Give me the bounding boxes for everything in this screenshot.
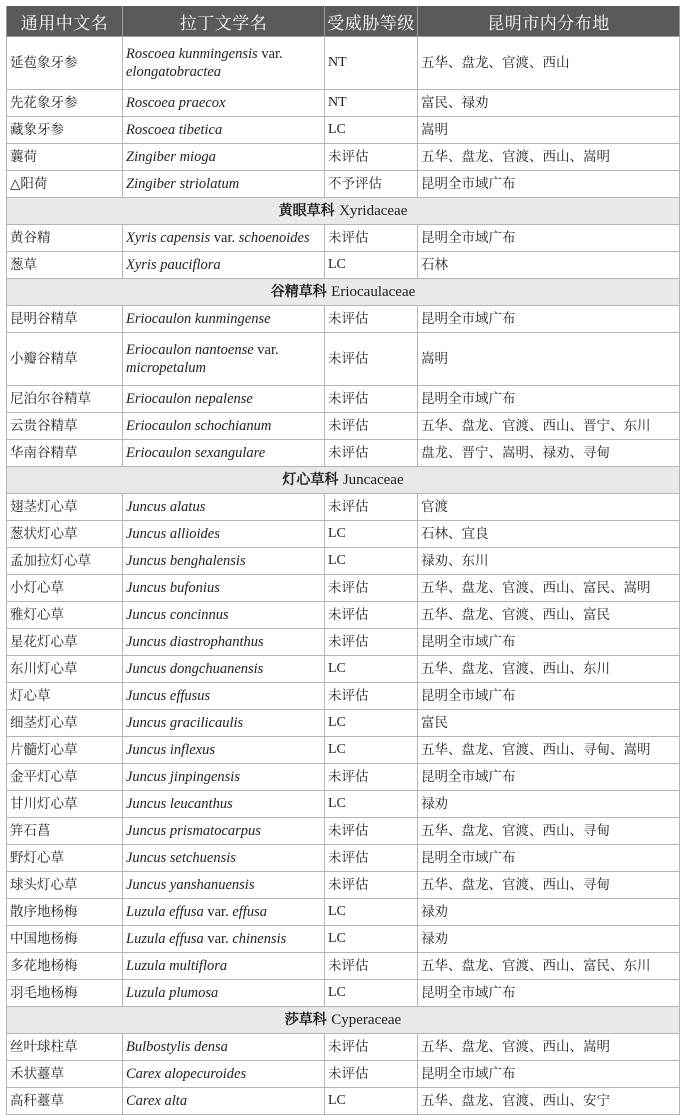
- chinese-name-cell: 藏象牙参: [7, 117, 123, 144]
- threat-level-cell: 未评估: [325, 953, 418, 980]
- distribution-cell: 禄劝: [418, 926, 680, 953]
- family-latin-name: Juncaceae: [342, 472, 404, 488]
- latin-name-italic: Juncus prismatocarpus: [126, 823, 261, 839]
- threat-level-cell: LC: [325, 117, 418, 144]
- table-row: [7, 926, 680, 953]
- table-row: [7, 953, 680, 980]
- latin-name-italic: Juncus inflexus: [126, 742, 215, 758]
- latin-name-cell: [123, 171, 325, 198]
- threat-level-cell: 未评估: [325, 413, 418, 440]
- table-row: [7, 683, 680, 710]
- distribution-cell: 五华、盘龙、官渡、西山: [418, 37, 680, 90]
- latin-name-italic: Luzula multiflora: [126, 958, 228, 974]
- latin-name-italic: effusa: [232, 904, 267, 920]
- distribution-cell: 盘龙、晋宁、嵩明、禄劝、寻甸: [418, 440, 680, 467]
- latin-name-italic: Eriocaulon sexangulare: [126, 445, 266, 461]
- table-row: [7, 225, 680, 252]
- distribution-cell: 五华、盘龙、官渡、西山、嵩明: [418, 1034, 680, 1061]
- threat-level-cell: 未评估: [325, 306, 418, 333]
- family-chinese-name: 莎草科: [284, 1012, 327, 1028]
- distribution-cell: 昆明全市域广布: [418, 306, 680, 333]
- table-row: [7, 872, 680, 899]
- chinese-name-cell: 甘川灯心草: [7, 791, 123, 818]
- latin-name-cell: [123, 252, 325, 279]
- table-row: [7, 575, 680, 602]
- latin-name-cell: [123, 1034, 325, 1061]
- table-row: [7, 1061, 680, 1088]
- distribution-cell: 五华、盘龙、官渡、西山、寻甸: [418, 818, 680, 845]
- chinese-name-cell: 翅茎灯心草: [7, 494, 123, 521]
- chinese-name-cell: 细茎灯心草: [7, 710, 123, 737]
- family-header-cell: [7, 198, 680, 225]
- latin-name-italic: Roscoea praecox: [126, 95, 226, 111]
- species-table: [6, 6, 680, 1115]
- table-row: [7, 845, 680, 872]
- chinese-name-cell: 葱草: [7, 252, 123, 279]
- latin-name-italic: Luzula effusa: [126, 931, 204, 947]
- threat-level-cell: LC: [325, 252, 418, 279]
- table-row: [7, 764, 680, 791]
- family-header-row: [7, 1007, 680, 1034]
- table-row: [7, 1088, 680, 1115]
- family-chinese-name: 灯心草科: [282, 472, 339, 488]
- distribution-cell: 官渡: [418, 494, 680, 521]
- latin-name-cell: [123, 521, 325, 548]
- table-row: [7, 710, 680, 737]
- latin-name-italic: Zingiber mioga: [126, 149, 216, 165]
- distribution-cell: 昆明全市域广布: [418, 629, 680, 656]
- table-row: [7, 117, 680, 144]
- table-row: [7, 602, 680, 629]
- latin-name-rank: var.: [257, 46, 283, 62]
- family-header-row: [7, 198, 680, 225]
- chinese-name-cell: 蘘荷: [7, 144, 123, 171]
- distribution-cell: 禄劝、东川: [418, 548, 680, 575]
- distribution-cell: 嵩明: [418, 117, 680, 144]
- chinese-name-cell: 孟加拉灯心草: [7, 548, 123, 575]
- distribution-cell: 昆明全市域广布: [418, 980, 680, 1007]
- table-row: [7, 629, 680, 656]
- family-chinese-name: 黄眼草科: [278, 203, 335, 219]
- threat-level-cell: LC: [325, 926, 418, 953]
- family-latin-name: Xyridaceae: [339, 203, 408, 219]
- table-row: [7, 90, 680, 117]
- threat-level-cell: 未评估: [325, 872, 418, 899]
- table-row: [7, 656, 680, 683]
- table-body: [7, 37, 680, 1115]
- table-header-row: [7, 6, 680, 37]
- table-row: [7, 1034, 680, 1061]
- chinese-name-cell: 球头灯心草: [7, 872, 123, 899]
- latin-name-cell: [123, 602, 325, 629]
- distribution-cell: 五华、盘龙、官渡、西山、东川: [418, 656, 680, 683]
- column-header-threat-level: 受威胁等级: [325, 6, 418, 37]
- distribution-cell: 禄劝: [418, 899, 680, 926]
- latin-name-italic: Luzula plumosa: [126, 985, 219, 1001]
- table-row: [7, 980, 680, 1007]
- threat-level-cell: LC: [325, 737, 418, 764]
- latin-name-italic: Zingiber striolatum: [126, 176, 240, 192]
- distribution-cell: 昆明全市域广布: [418, 225, 680, 252]
- threat-level-cell: LC: [325, 899, 418, 926]
- latin-name-cell: [123, 386, 325, 413]
- column-header-chinese-name: 通用中文名: [7, 6, 123, 37]
- table-row: [7, 37, 680, 90]
- latin-name-italic: Juncus jinpingensis: [126, 769, 240, 785]
- table-row: [7, 440, 680, 467]
- table-row: [7, 899, 680, 926]
- threat-level-cell: LC: [325, 521, 418, 548]
- chinese-name-cell: △阳荷: [7, 171, 123, 198]
- distribution-cell: 禄劝: [418, 791, 680, 818]
- distribution-cell: 昆明全市域广布: [418, 171, 680, 198]
- chinese-name-cell: 高秆薹草: [7, 1088, 123, 1115]
- chinese-name-cell: 星花灯心草: [7, 629, 123, 656]
- table-row: [7, 548, 680, 575]
- latin-name-italic: Juncus allioides: [126, 526, 220, 542]
- table-row: [7, 306, 680, 333]
- threat-level-cell: LC: [325, 548, 418, 575]
- chinese-name-cell: 笄石菖: [7, 818, 123, 845]
- latin-name-cell: [123, 737, 325, 764]
- threat-level-cell: 未评估: [325, 683, 418, 710]
- threat-level-cell: LC: [325, 1088, 418, 1115]
- chinese-name-cell: 金平灯心草: [7, 764, 123, 791]
- latin-name-cell: [123, 818, 325, 845]
- latin-name-italic: Xyris pauciflora: [126, 257, 221, 273]
- latin-name-rank: var.: [203, 904, 233, 920]
- latin-name-italic: Juncus bufonius: [126, 580, 220, 596]
- family-latin-name: Eriocaulaceae: [331, 284, 416, 300]
- threat-level-cell: LC: [325, 656, 418, 683]
- latin-name-italic: Xyris capensis: [126, 230, 211, 246]
- latin-name-cell: [123, 899, 325, 926]
- latin-name-cell: [123, 413, 325, 440]
- latin-name-italic: Carex alta: [126, 1093, 188, 1109]
- family-latin-name: Cyperaceae: [331, 1012, 402, 1028]
- latin-name-italic: Carex alopecuroides: [126, 1066, 247, 1082]
- distribution-cell: 五华、盘龙、官渡、西山、富民、嵩明: [418, 575, 680, 602]
- chinese-name-cell: 野灯心草: [7, 845, 123, 872]
- family-chinese-name: 谷精草科: [270, 284, 327, 300]
- species-table-container: [6, 6, 679, 1115]
- family-header-cell: [7, 279, 680, 306]
- threat-level-cell: LC: [325, 791, 418, 818]
- threat-level-cell: 未评估: [325, 575, 418, 602]
- threat-level-cell: 未评估: [325, 818, 418, 845]
- latin-name-cell: [123, 791, 325, 818]
- latin-name-cell: [123, 683, 325, 710]
- chinese-name-cell: 片髓灯心草: [7, 737, 123, 764]
- distribution-cell: 富民: [418, 710, 680, 737]
- distribution-cell: 五华、盘龙、官渡、西山、富民: [418, 602, 680, 629]
- latin-name-cell: [123, 953, 325, 980]
- chinese-name-cell: 丝叶球柱草: [7, 1034, 123, 1061]
- latin-name-cell: [123, 225, 325, 252]
- latin-name-cell: [123, 872, 325, 899]
- latin-name-rank: var.: [210, 230, 239, 246]
- family-header-row: [7, 279, 680, 306]
- table-row: [7, 737, 680, 764]
- threat-level-cell: 未评估: [325, 764, 418, 791]
- latin-name-cell: [123, 845, 325, 872]
- latin-name-cell: [123, 980, 325, 1007]
- latin-name-italic: Juncus diastrophanthus: [126, 634, 264, 650]
- latin-name-italic: Juncus effusus: [126, 688, 211, 704]
- latin-name-italic: Juncus benghalensis: [126, 553, 246, 569]
- distribution-cell: 五华、盘龙、官渡、西山、富民、东川: [418, 953, 680, 980]
- latin-name-cell: [123, 575, 325, 602]
- latin-name-cell: [123, 144, 325, 171]
- latin-name-cell: [123, 117, 325, 144]
- latin-name-cell: [123, 440, 325, 467]
- column-header-distribution: 昆明市内分布地: [418, 6, 680, 37]
- latin-name-cell: [123, 494, 325, 521]
- table-row: [7, 521, 680, 548]
- latin-name-italic: Juncus alatus: [126, 499, 206, 515]
- table-row: [7, 494, 680, 521]
- chinese-name-cell: 散序地杨梅: [7, 899, 123, 926]
- chinese-name-cell: 小灯心草: [7, 575, 123, 602]
- distribution-cell: 昆明全市域广布: [418, 845, 680, 872]
- latin-name-rank: var.: [253, 342, 279, 358]
- column-header-latin-name: 拉丁文学名: [123, 6, 325, 37]
- latin-name-italic: Juncus leucanthus: [126, 796, 233, 812]
- chinese-name-cell: 灯心草: [7, 683, 123, 710]
- latin-name-italic: Luzula effusa: [126, 904, 204, 920]
- latin-name-cell: [123, 710, 325, 737]
- table-row: [7, 386, 680, 413]
- latin-name-rank: var.: [203, 931, 233, 947]
- chinese-name-cell: 华南谷精草: [7, 440, 123, 467]
- latin-name-italic: Juncus concinnus: [126, 607, 229, 623]
- threat-level-cell: 未评估: [325, 440, 418, 467]
- threat-level-cell: 未评估: [325, 386, 418, 413]
- latin-name-cell: [123, 37, 325, 90]
- distribution-cell: 嵩明: [418, 333, 680, 386]
- family-header-cell: [7, 467, 680, 494]
- latin-name-italic: schoenoides: [238, 230, 310, 246]
- chinese-name-cell: 多花地杨梅: [7, 953, 123, 980]
- latin-name-italic: Juncus gracilicaulis: [126, 715, 244, 731]
- latin-name-cell: [123, 333, 325, 386]
- table-row: [7, 333, 680, 386]
- threat-level-cell: 未评估: [325, 602, 418, 629]
- latin-name-italic: elongatobractea: [126, 64, 222, 80]
- latin-name-italic: Juncus setchuensis: [126, 850, 236, 866]
- table-row: [7, 413, 680, 440]
- distribution-cell: 昆明全市域广布: [418, 764, 680, 791]
- distribution-cell: 昆明全市域广布: [418, 386, 680, 413]
- table-row: [7, 818, 680, 845]
- threat-level-cell: NT: [325, 90, 418, 117]
- chinese-name-cell: 先花象牙参: [7, 90, 123, 117]
- latin-name-italic: Juncus dongchuanensis: [126, 661, 264, 677]
- chinese-name-cell: 葱状灯心草: [7, 521, 123, 548]
- chinese-name-cell: 东川灯心草: [7, 656, 123, 683]
- distribution-cell: 石林、宜良: [418, 521, 680, 548]
- chinese-name-cell: 延苞象牙参: [7, 37, 123, 90]
- latin-name-italic: Roscoea tibetica: [126, 122, 223, 138]
- threat-level-cell: LC: [325, 980, 418, 1007]
- threat-level-cell: 不予评估: [325, 171, 418, 198]
- threat-level-cell: 未评估: [325, 494, 418, 521]
- distribution-cell: 五华、盘龙、官渡、西山、寻甸: [418, 872, 680, 899]
- threat-level-cell: 未评估: [325, 144, 418, 171]
- latin-name-cell: [123, 1061, 325, 1088]
- threat-level-cell: 未评估: [325, 225, 418, 252]
- chinese-name-cell: 黄谷精: [7, 225, 123, 252]
- chinese-name-cell: 昆明谷精草: [7, 306, 123, 333]
- latin-name-cell: [123, 656, 325, 683]
- threat-level-cell: 未评估: [325, 333, 418, 386]
- latin-name-cell: [123, 306, 325, 333]
- chinese-name-cell: 羽毛地杨梅: [7, 980, 123, 1007]
- chinese-name-cell: 禾状薹草: [7, 1061, 123, 1088]
- distribution-cell: 五华、盘龙、官渡、西山、安宁: [418, 1088, 680, 1115]
- chinese-name-cell: 雅灯心草: [7, 602, 123, 629]
- family-header-row: [7, 467, 680, 494]
- chinese-name-cell: 云贵谷精草: [7, 413, 123, 440]
- latin-name-italic: Eriocaulon nepalense: [126, 391, 253, 407]
- latin-name-italic: Eriocaulon kunmingense: [126, 311, 271, 327]
- latin-name-italic: Eriocaulon nantoense: [126, 342, 254, 358]
- latin-name-italic: chinensis: [232, 931, 287, 947]
- distribution-cell: 昆明全市域广布: [418, 1061, 680, 1088]
- chinese-name-cell: 小瓣谷精草: [7, 333, 123, 386]
- latin-name-italic: micropetalum: [126, 360, 207, 376]
- threat-level-cell: 未评估: [325, 629, 418, 656]
- chinese-name-cell: 中国地杨梅: [7, 926, 123, 953]
- threat-level-cell: 未评估: [325, 1034, 418, 1061]
- latin-name-italic: Bulbostylis densa: [126, 1039, 228, 1055]
- table-row: [7, 252, 680, 279]
- latin-name-italic: Eriocaulon schochianum: [126, 418, 272, 434]
- table-row: [7, 171, 680, 198]
- latin-name-italic: Roscoea kunmingensis: [126, 46, 258, 62]
- threat-level-cell: 未评估: [325, 1061, 418, 1088]
- threat-level-cell: LC: [325, 710, 418, 737]
- distribution-cell: 昆明全市域广布: [418, 683, 680, 710]
- family-header-cell: [7, 1007, 680, 1034]
- distribution-cell: 五华、盘龙、官渡、西山、晋宁、东川: [418, 413, 680, 440]
- latin-name-cell: [123, 629, 325, 656]
- latin-name-cell: [123, 548, 325, 575]
- threat-level-cell: 未评估: [325, 845, 418, 872]
- latin-name-italic: Juncus yanshanuensis: [126, 877, 255, 893]
- distribution-cell: 五华、盘龙、官渡、西山、嵩明: [418, 144, 680, 171]
- table-row: [7, 791, 680, 818]
- latin-name-cell: [123, 764, 325, 791]
- chinese-name-cell: 尼泊尔谷精草: [7, 386, 123, 413]
- latin-name-cell: [123, 926, 325, 953]
- threat-level-cell: NT: [325, 37, 418, 90]
- distribution-cell: 五华、盘龙、官渡、西山、寻甸、嵩明: [418, 737, 680, 764]
- distribution-cell: 富民、禄劝: [418, 90, 680, 117]
- distribution-cell: 石林: [418, 252, 680, 279]
- table-row: [7, 144, 680, 171]
- latin-name-cell: [123, 1088, 325, 1115]
- latin-name-cell: [123, 90, 325, 117]
